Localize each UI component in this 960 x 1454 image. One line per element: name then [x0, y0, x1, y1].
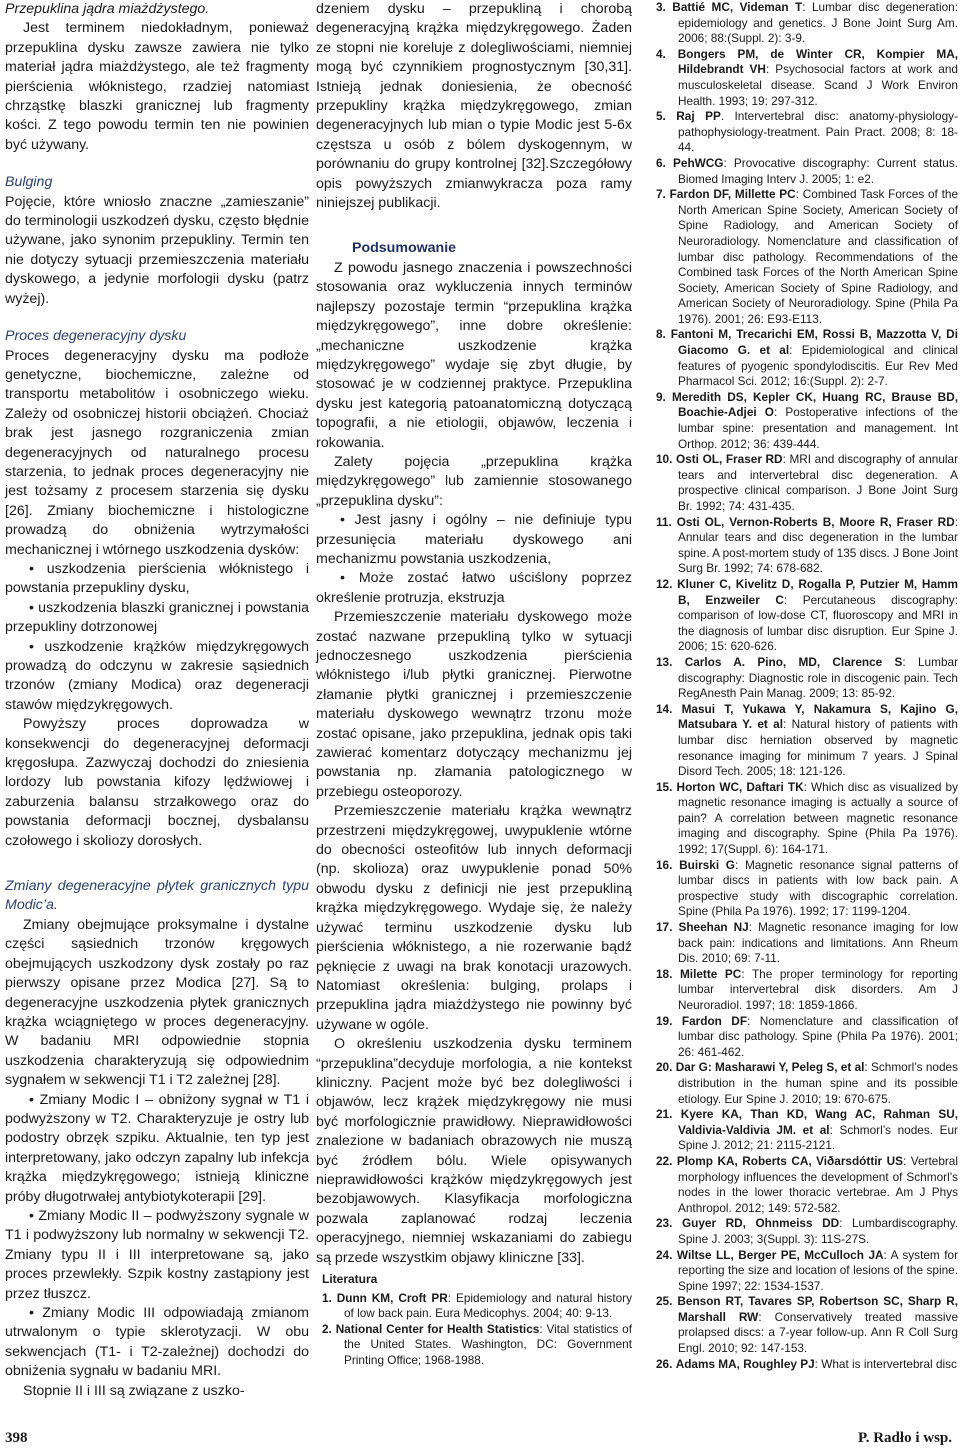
reference-number: 25.: [656, 1294, 673, 1309]
reference-number: 15.: [656, 779, 673, 794]
paragraph: Jest terminem niedokładnym, ponieważ przepuklina dysku zawsze zawiera nie tylko materiał jądra miażdżystego, ale też fragmenty pierścienia włóknistego, rzadziej natomiast chrząstkę blaszki granicznej lub fragmenty kości. Z tego powodu termin ten nie powinien być używany.: [5, 20, 309, 153]
reference-number: 24.: [656, 1247, 673, 1262]
reference-number: 20.: [656, 1060, 673, 1075]
reference-item: [656, 1154, 958, 1216]
reference-authors: Dunn KM, Croft PR: [336, 1290, 448, 1305]
references-start: [322, 1272, 632, 1369]
middle-column: [316, 0, 632, 1369]
reference-number: 8.: [656, 327, 666, 342]
reference-text: : Annular tears and disc degeneration in the lumbar spine. A post-mortem study of 135 discs. J Bone Joint Surg Br. 1992; 74: 678-682.: [678, 514, 958, 576]
reference-item: [656, 1107, 958, 1154]
reference-text: : Psychosocial factors at work and musculoskeletal disease. Scand J Work Environ Health. 1993; 19: 297-312.: [678, 62, 958, 108]
reference-item: [656, 1060, 958, 1107]
reference-text: : Combined Task Forces of the North American Spine Society, American Society of Spine Radiology, and American Society of Neuroradiology. Nomenclature and classification of lumbar disc pathology. Recommendations of the Combined task Forces of the North American Spine Society, American Society of Spine Radiology, and American Society of Neuroradiology. Spine (Phila Pa 1976). 2001; 26: E93-E113.: [678, 187, 959, 326]
reference-text: : Epidemiology and natural history of low back pain. Eura Medicophys. 2004; 40: 9-13.: [344, 1290, 632, 1321]
reference-number: 14.: [656, 701, 673, 716]
reference-item: [656, 1294, 958, 1356]
reference-item: [656, 47, 958, 109]
reference-authors: Wiltse LL, Berger PE, McCulloch JA: [676, 1247, 884, 1262]
reference-authors: Raj PP: [676, 109, 721, 124]
paragraph: Stopnie II i III są związane z uszko-: [23, 1382, 245, 1399]
reference-authors: Fantoni M, Trecarichi EM, Rossi B, Mazzotta V, Di Giacomo G. et al: [670, 327, 958, 358]
paragraph: Przemieszczenie materiału dyskowego może zostać nazwane przepukliną tylko w sytuacji jednoczesnego uszkodzenia pierścienia włóknistego i/lub płytki granicznej. Pierwotne złamanie płytki granicznej i przemieszczenie materiału dyskowego wewnątrz trzonu może zostać opisane, jako przepuklina, jednak opis taki zawierać komentarz dotyczący mechanizmu jej powstania np. złamania patologicznego w przebiegu osteoporozy.: [316, 609, 632, 800]
bullet-item: • Jest jasny i ogólny – nie definiuje typu przesunięcia materiału dyskowego ani mechanizmu powstania uszkodzenia,: [316, 512, 632, 567]
reference-text: : Which disc as visualized by magnetic resonance imaging is actually a source of pain? A correlation between magnetic resonance imaging and discography. Spine (Phila Pa 1976). 1992; 17(Suppl. 6): 164-171.: [678, 779, 959, 857]
section-heading-bulging: Bulging: [5, 174, 53, 191]
reference-authors: PehWCG: [673, 155, 724, 170]
bullet-item: • uszkodzenia pierścienia włóknistego i powstania przepukliny dysku,: [5, 560, 309, 597]
reference-authors: Fardon DF, Millette PC: [669, 187, 796, 202]
section-heading-proces: Proces degeneracyjny dysku: [5, 328, 187, 345]
reference-number: 22.: [656, 1153, 673, 1168]
bullet-item: • Zmiany Modic III odpowiadają zmianom utrwalonym o typie sklerotyzacji. W obu sekwencjach (T1- i T2-zależnej) dochodzi do obniżenia sygnału w badaniu MRI.: [5, 1305, 309, 1380]
reference-item: [656, 920, 958, 967]
reference-item: [656, 967, 958, 1014]
bullet-item: • Zmiany Modic II – podwyższony sygnale w T1 i podwyższony lub normalny w sekwencji T2. Zmiany typu II i III interpretowane są, jako proces przewlekły. Szpik kostny zastąpiony jest przez tłuszcz.: [5, 1207, 309, 1302]
reference-number: 10.: [656, 452, 673, 467]
reference-number: 19.: [656, 1013, 673, 1028]
reference-item: [322, 1322, 632, 1369]
reference-item: [656, 655, 958, 702]
reference-number: 6.: [656, 155, 666, 170]
reference-item: [656, 702, 958, 780]
reference-authors: Osti OL, Vernon-Roberts B, Moore R, Fraser RD: [676, 514, 955, 529]
reference-text: : Nomenclature and classification of lumbar disc pathology. Spine (Phila Pa 1976). 2001; 26: 461-462.: [678, 1013, 958, 1059]
continued-heading: Przepuklina jądra miażdżystego.: [5, 1, 210, 17]
reference-text: : Percutaneous discography: comparison of low-dose CT, fluoroscopy and MRI in the diagnosis of lumbar disc disruption. Eur Spine J. 2006; 15: 620-626.: [678, 592, 958, 654]
reference-authors: Battié MC, Videman T: [672, 0, 803, 14]
section-heading-modic: Zmiany degeneracyjne płytek granicznych typu Modic’a.: [5, 878, 309, 914]
page-number: 398: [5, 1430, 28, 1446]
reference-item: [656, 1357, 958, 1373]
bullet-item: • uszkodzenia blaszki granicznej i powstania przepukliny dotrzonowej: [5, 599, 309, 636]
reference-text: : Vertebral morphology influences the development of Schmorl’s nodes in the lower thoracic vertebrae. Am J Phys Anthropol. 2012; 149: 572-582.: [678, 1153, 958, 1215]
reference-authors: Kluner C, Kivelitz D, Rogalla P, Putzier M, Hamm B, Enzweiler C: [677, 576, 958, 607]
reference-number: 2.: [322, 1321, 332, 1336]
reference-authors: Bongers PM, de Winter CR, Kompier MA, Hildebrandt VH: [677, 46, 959, 77]
reference-number: 17.: [656, 920, 673, 935]
reference-text: . Intervertebral disc: anatomy-physiology-pathophysiology-treatment. Pain Pract. 2008; 8: 18-44.: [678, 109, 958, 155]
reference-authors: Plomp KA, Roberts CA, Viðarsdóttir US: [676, 1153, 903, 1168]
reference-authors: Carlos A. Pino, MD, Clarence S: [684, 654, 903, 669]
reference-authors: Horton WC, Daftari TK: [676, 779, 804, 794]
reference-authors: Osti OL, Fraser RD: [676, 452, 783, 467]
reference-number: 3.: [656, 0, 666, 14]
reference-authors: Masui T, Yukawa Y, Nakamura S, Kajino G, Matsubara Y. et al: [678, 701, 958, 732]
reference-authors: Benson RT, Tavares SP, Robertson SC, Sharp R, Marshall RW: [677, 1294, 959, 1324]
reference-number: 7.: [656, 187, 666, 202]
reference-text: : A system for reporting the size and location of lesions of the spine. Spine 1997; 22: 1534-1537.: [678, 1247, 959, 1293]
reference-text: : Lumbar disc degeneration: epidemiology and genetics. J Bone Joint Surg Am. 2006; 88:(Suppl. 2): 3-9.: [678, 0, 958, 46]
reference-authors: Sheehan NJ: [678, 920, 749, 935]
reference-authors: Adams MA, Roughley PJ: [675, 1356, 815, 1371]
reference-number: 5.: [656, 109, 666, 124]
paragraph: Przemieszczenie materiału krążka wewnątrz przestrzeni międzykręgowej, uwypuklenie wtórne do obecności osteofitów lub innych deformacji (np. skolioza) oraz uwypuklenie ponad 50% obwodu dysku z definicji nie jest przepukliną krążka międzykręgowego. Wydaje się, że należy używać terminu uszkodzenie dysku lub pierścienia włóknistego, a nie rozerwanie bądź pęknięcie z uwagi na brak konotacji urazowych. Natomiast określenia: bulging, prolaps i przepuklina jądra miażdżystego nie powinny być używane w ogóle.: [316, 803, 632, 1033]
bullet-item: • Zmiany Modic I – obniżony sygnał w T1 i podwyższony w T2. Charakteryzuje je ostry lub podostry obrzęk szpiku. Aktualnie, ten typ jest interpretowany, jako odczyn zapalny lub infekcja krążka międzykręgowego; istnieją kliniczne próby długotrwałej antybiotykoterapii [29].: [5, 1091, 309, 1205]
reference-item: [656, 452, 958, 514]
reference-item: [322, 1291, 632, 1322]
references-column: [656, 0, 958, 1372]
reference-authors: Milette PC: [679, 966, 742, 981]
reference-text: : Vital statistics of the United States. Washington, DC: Government Printing Office; 1968-1988.: [344, 1321, 633, 1367]
reference-number: 11.: [656, 514, 672, 529]
reference-text: : Magnetic resonance signal patterns of lumbar discs in patients with low back pain. A prospective study with discographic correlation. Spine (Phila Pa 1976). 1992; 17: 1199-1204.: [678, 857, 958, 919]
reference-item: [656, 187, 958, 327]
reference-number: 26.: [656, 1356, 673, 1371]
reference-number: 23.: [656, 1216, 673, 1231]
reference-item: [656, 515, 958, 577]
reference-item: [656, 1216, 958, 1247]
reference-item: [656, 780, 958, 858]
reference-authors: Kyere KA, Than KD, Wang AC, Rahman SU, Valdivia-Valdivia JM. et al: [678, 1107, 958, 1137]
reference-number: 13.: [656, 654, 673, 669]
bullet-item: • uszkodzenie krążków międzykręgowych prowadzą do odczynu w zakresie sąsiednich trzonów (zmiany Modica) oraz degeneracji stawów międzykręgowych.: [5, 638, 309, 713]
reference-text: : Natural history of patients with lumbar disc herniation observed by magnetic resonance imaging for minimum 7 years. J Spinal Disord Tech. 2005; 18: 121-126.: [678, 717, 958, 779]
references-heading: Literatura: [322, 1272, 378, 1286]
reference-item: [656, 390, 958, 452]
section-heading-podsumowanie: Podsumowanie: [352, 240, 457, 257]
reference-authors: Fardon DF: [681, 1013, 748, 1028]
paragraph: Pojęcie, które wniosło znaczne „zamieszanie” do terminologii uszkodzeń dysku, często błędnie używane, jako synonim przepukliny. Termin ten nie dotyczy sytuacji przemieszczenia materiału dyskowego, a jedynie morfologii dysku (patrz wyżej).: [5, 193, 309, 307]
paragraph: Z powodu jasnego znaczenia i powszechności stosowania oraz wykluczenia innych terminów najlepszy pozostaje termin “przepuklina krążka międzykręgowego”, inne dobre określenie: „mechaniczne uszkodzenie krążka międzykręgowego” wydaje się zbyt długie, by stosować je w codziennej praktyce. Przepuklina dysku jest kategorią patoanatomiczną dotyczącą topografii, a nie etiologii, objawów, leczenia i rokowania.: [316, 259, 632, 451]
reference-number: 1.: [322, 1290, 332, 1305]
paragraph: dzeniem dysku – przepukliną i chorobą degeneracyjną krążka międzykręgowego. Żaden ze stopni nie koreluje z dolegliwościami, niemniej mogą być czynnikiem prognostycznym [30,31]. Istnieją jednak doniesienia, że obecność przepukliny krążka międzykręgowego, zmian degeneracyjnych lub mian o typie Modic jest 5-6x częstsza u osób z bólem dyskogennym, w porównaniu do grupy kontrolnej [32].Szczegółowy opis powyższych zmianwykracza poza ramy niniejszej publikacji.: [316, 1, 632, 212]
reference-number: 18.: [656, 966, 673, 981]
paragraph: O określeniu uszkodzenia dysku terminem “przepuklina”decyduje morfologia, a nie kontekst kliniczny. Pacjent może być bez dolegliwości i objawów, lecz krążek międzykręgowy nie musi być morfologicznie prawidłowy. Nieprawidłowości znalezione w badaniach obrazowych nie muszą być źródłem bólu. Wiele opisywanych nieprawidłowości krążków międzykręgowych jest bezobjawowych. Klasyfikacja morfologiczna pozwala zaplanować rodzaj leczenia operacyjnego, niemniej wskazaniami do zabiegu są przede wszystkim objawy kliniczne [33].: [316, 1036, 632, 1266]
left-column: [5, 0, 309, 1401]
reference-text: : Lumbar discography: Diagnostic role in discogenic pain. Tech RegAnesth Pain Manag. 2009; 13: 85-92.: [678, 654, 958, 701]
reference-number: 12.: [656, 576, 673, 591]
reference-item: [656, 0, 958, 47]
reference-item: [656, 327, 958, 389]
reference-text: : What is intervertebral disc: [814, 1356, 957, 1371]
reference-text: : The proper terminology for reporting lumbar intervertebral disk disorders. Am J Neuroradiol. 1997; 18: 1859-1866.: [678, 966, 958, 1012]
reference-text: : MRI and discography of annular tears and intervertebral disc degeneration. A prospective clinical comparison. J Bone Joint Surg Br. 1992; 74: 431-435.: [678, 452, 958, 513]
journal-name: P. Radło i wsp.: [857, 1430, 952, 1446]
reference-number: 16.: [656, 857, 673, 872]
reference-item: [656, 858, 958, 920]
reference-item: [656, 1014, 958, 1061]
reference-text: : Lumbardiscography. Spine J. 2003; 3(Suppl. 3): 11S-27S.: [678, 1216, 958, 1246]
reference-item: [656, 109, 958, 156]
reference-item: [656, 577, 958, 655]
reference-text: : Schmorl’s nodes. Eur Spine J. 2012; 21: 2115-2121.: [678, 1122, 958, 1153]
reference-authors: National Center for Health Statistics: [335, 1321, 540, 1336]
reference-number: 21.: [656, 1107, 673, 1122]
reference-authors: Guyer RD, Ohnmeiss DD: [681, 1216, 840, 1231]
reference-number: 4.: [656, 46, 666, 61]
reference-item: [656, 156, 958, 187]
reference-text: : Epidemiological and clinical features of pyogenic spondylodiscitis. Eur Rev Med Pharmacol Sci. 2012; 16:(Suppl. 2): 2-7.: [678, 343, 958, 389]
paragraph: Proces degeneracyjny dysku ma podłoże genetyczne, biochemiczne, zależne od transportu metabolitów i osobniczego wieku. Zależy od osobniczej historii obciążeń. Chociaż brak jest jasnego rozgraniczenia zmian degeneracyjnych od naturalnego procesu starzenia, to jednak proces degeneracyjny nie jest tożsamy z procesem starzenia się dysku [26]. Zmiany biochemiczne i histologiczne prowadzą do obniżenia wytrzymałości mechanicznej i wtórnego uszkodzenia dysków:: [5, 347, 309, 558]
reference-authors: Dar G: Masharawi Y, Peleg S, et al: [675, 1060, 865, 1075]
reference-authors: Buirski G: [679, 857, 735, 872]
reference-text: : Magnetic resonance imaging for low back pain: indications and limitations. Ann Rheum Dis. 2010; 69: 7-11.: [678, 920, 958, 966]
paragraph: Zalety pojęcia „przepuklina krążka międzykręgowego” lub zamiennie stosowanego „przepuklina dysku”:: [316, 453, 632, 509]
paragraph: Powyższy proces doprowadza w konsekwencji do degeneracyjnej deformacji kręgosłupa. Zazwyczaj dochodzi do zniesienia lordozy lub powstania kifozy lędźwiowej i zaburzenia balansu strzałkowego oraz do powstania deformacji bocznej, dysbalansu czołowego i skoliozy dorosłych.: [5, 716, 309, 849]
reference-text: : Schmorl’s nodes distribution in the human spine and its possible etiology. Eur Spine J. 2010; 19: 670-675.: [678, 1060, 958, 1106]
reference-text: : Postoperative infections of the lumbar spine: presentation and management. Int Orthop. 2012; 36: 439-444.: [678, 405, 958, 451]
reference-item: [656, 1248, 958, 1295]
reference-text: : Provocative discography: Current status. Biomed Imaging Interv J. 2005; 1: e2.: [678, 155, 959, 186]
bullet-item: • Może zostać łatwo uściślony poprzez określenie protruzja, ekstruzja: [316, 570, 632, 606]
paragraph: Zmiany obejmujące proksymalne i dystalne części sąsiednich trzonów kręgowych obejmujących uszkodzony dysk zostały po raz pierwszy opisane przez Modica [27]. Są to degeneracyjne uszkodzenia płytek granicznych krążka wciągniętego w proces degeneracyjny. W badaniu MRI odpowiednie stopnia uszkodzenia charakteryzują się odpowiednim sygnałem w sekwencji T1 i T2 zależnej [28].: [5, 916, 309, 1089]
reference-text: : Conservatively treated massive prolapsed discs: a 7-year follow-up. Ann R Coll Surg Engl. 2010; 92: 147-153.: [678, 1309, 958, 1356]
reference-authors: Meredith DS, Kepler CK, Huang RC, Brause BD, Boachie-Adjei O: [671, 389, 958, 420]
reference-number: 9.: [656, 389, 666, 404]
